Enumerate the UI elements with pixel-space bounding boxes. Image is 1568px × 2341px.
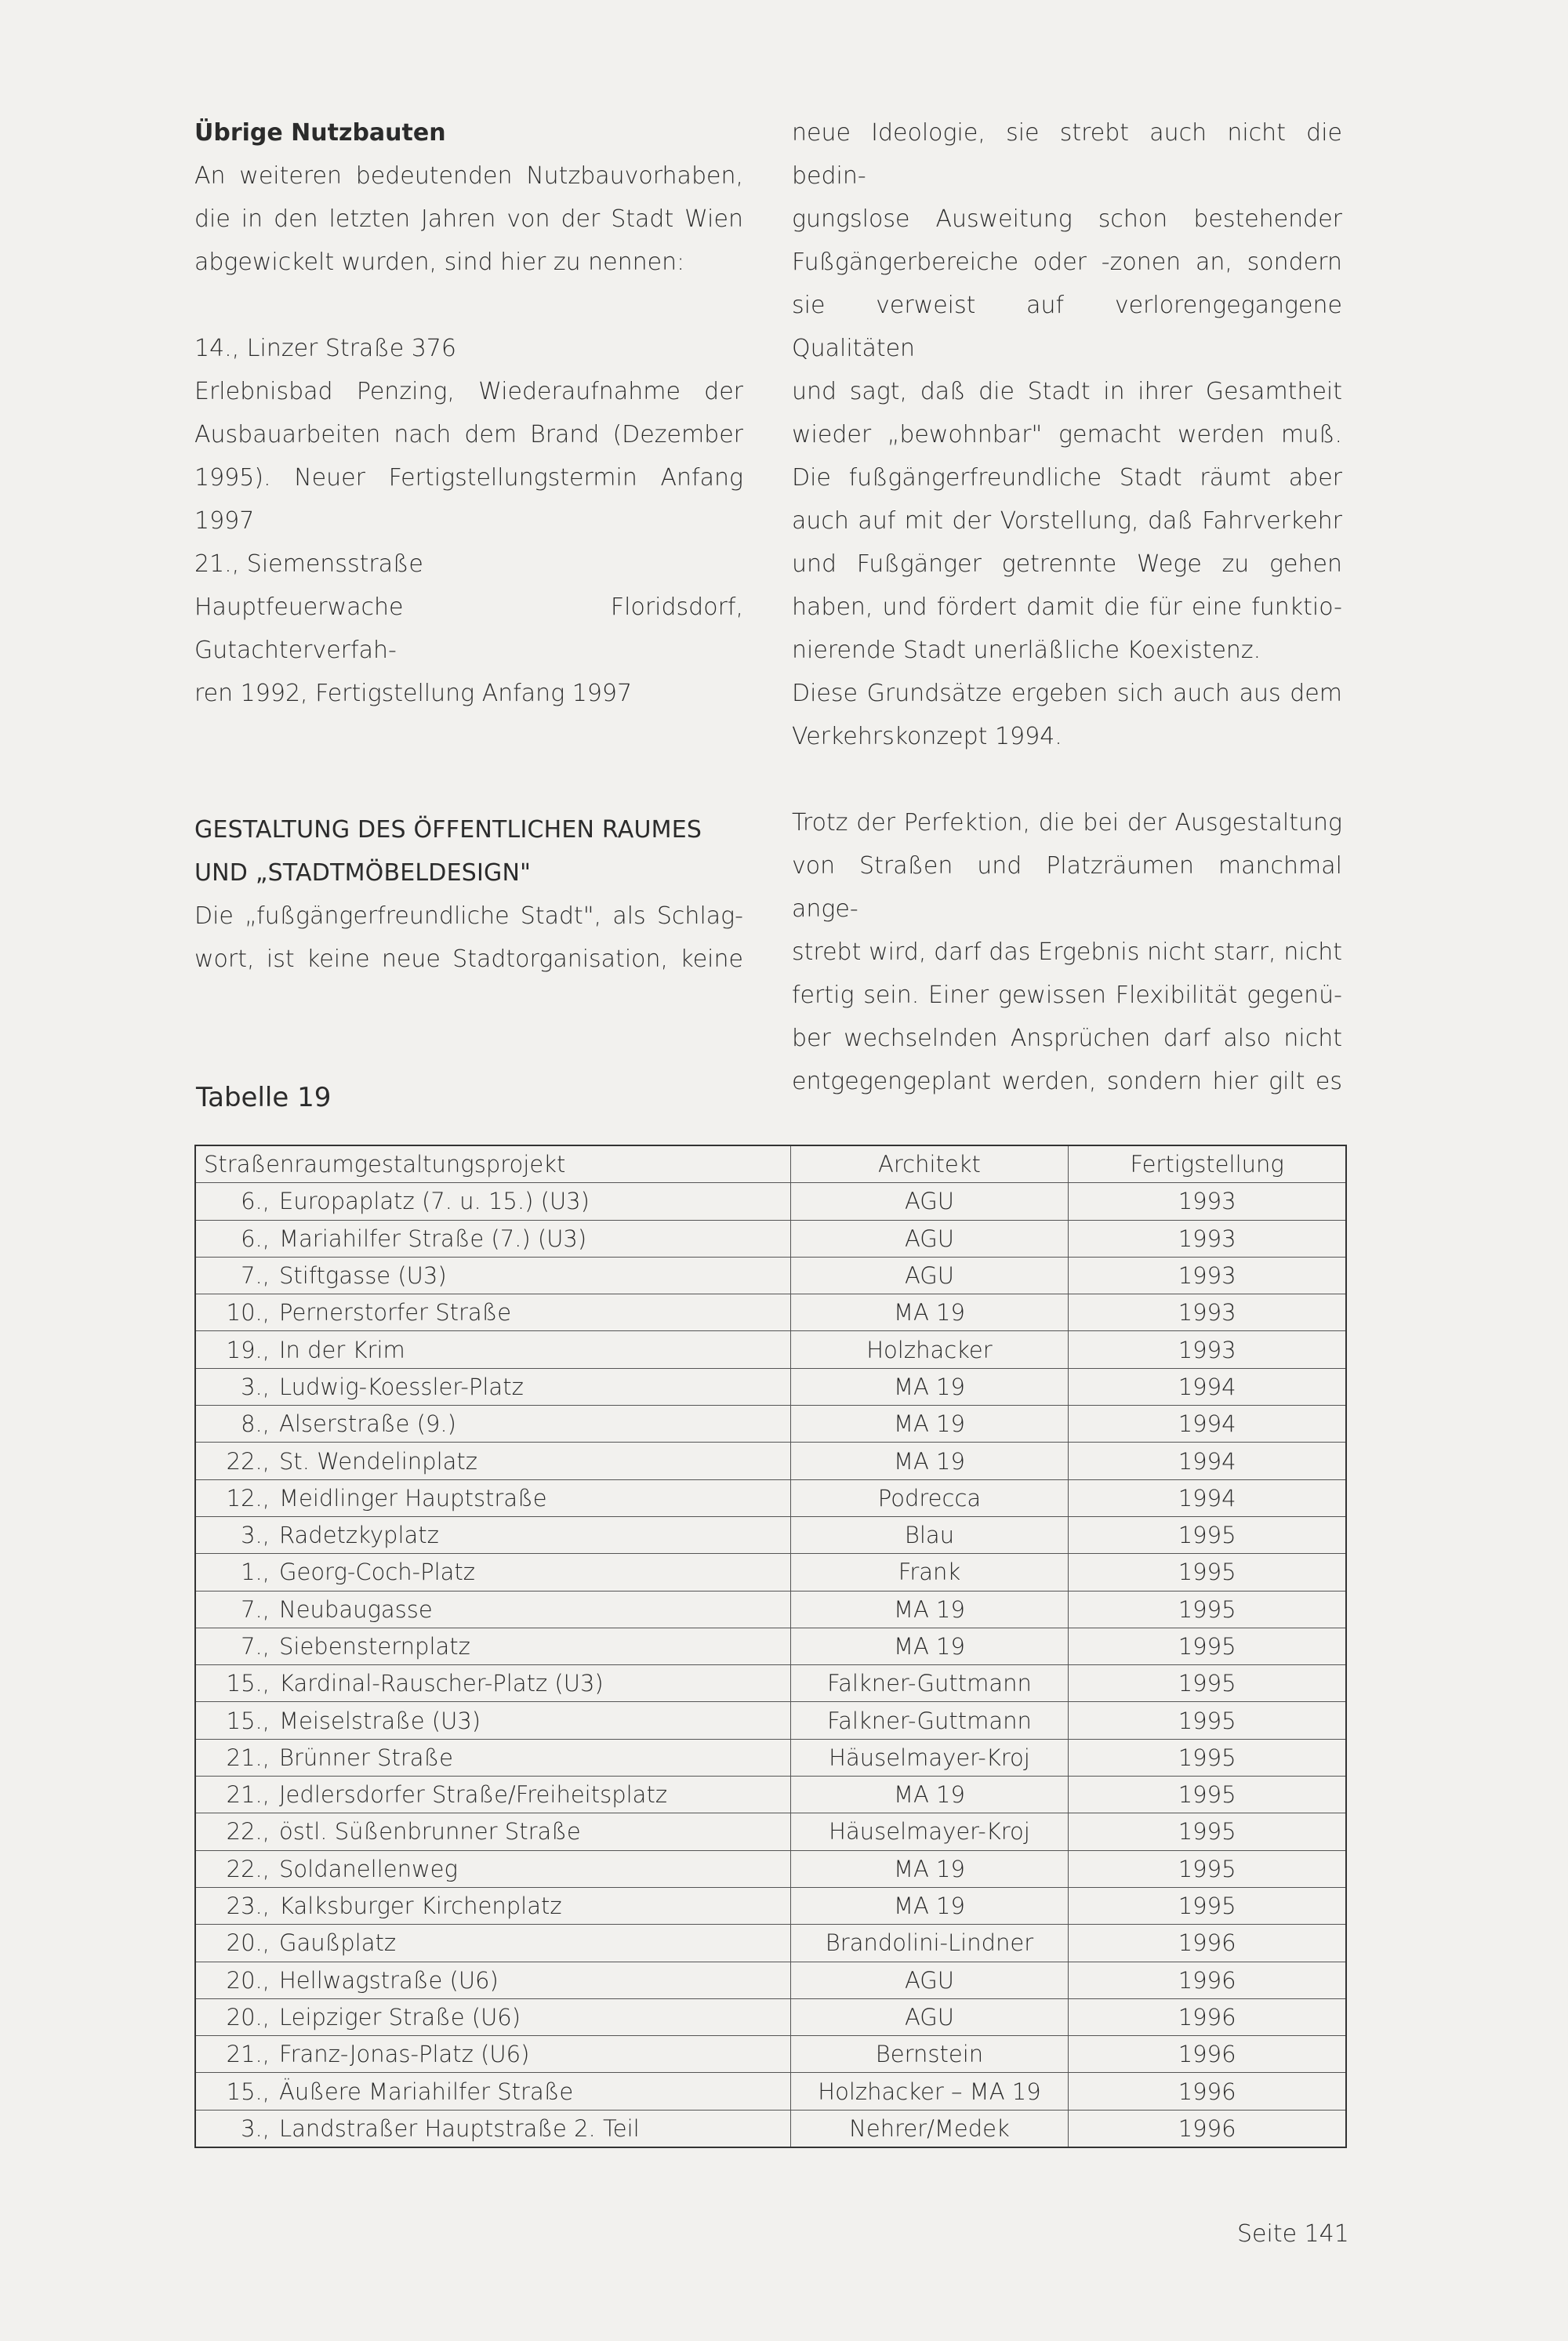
- cell-strasse: Leipziger Straße (U6): [279, 2003, 521, 2031]
- intro-line: die in den letzten Jahren von der Stadt Wien: [194, 205, 743, 233]
- cell-architekt: Häuselmayer-Kroj: [790, 1739, 1069, 1776]
- cell-architekt: Holzhacker: [790, 1331, 1069, 1368]
- cell-architekt: Blau: [790, 1516, 1069, 1553]
- cell-projekt: [195, 1591, 790, 1628]
- para3-line: von Straßen und Platzräumen manchmal ange-: [792, 852, 1342, 923]
- cell-projekt: [195, 1998, 790, 2035]
- header-projekt: Straßenraumgestaltungsprojekt: [195, 1145, 790, 1183]
- table-row: [195, 1925, 1346, 1962]
- cell-architekt: Häuselmayer-Kroj: [790, 1813, 1069, 1850]
- para1-line: Die fußgängerfreundliche Stadt räumt aber: [792, 464, 1342, 492]
- cell-architekt: Nehrer/Medek: [790, 2110, 1069, 2147]
- cell-strasse: St. Wendelinplatz: [279, 1447, 477, 1475]
- cell-bezirk: 1.,: [241, 1559, 270, 1586]
- table-row: [195, 1257, 1346, 1294]
- cell-strasse: Jedlersdorfer Straße/Freiheitsplatz: [279, 1781, 668, 1809]
- table-row: [195, 1516, 1346, 1553]
- cell-bezirk: 15.,: [226, 1707, 270, 1734]
- cell-fertigstellung: 1995: [1069, 1739, 1346, 1776]
- cell-fertigstellung: 1993: [1069, 1294, 1346, 1331]
- right-column: [792, 111, 1342, 1103]
- cell-fertigstellung: 1995: [1069, 1554, 1346, 1591]
- para1-line: und Fußgänger getrennte Wege zu gehen: [792, 550, 1342, 578]
- para1-line: sie verweist auf verlorengegangene Qualitäten: [792, 292, 1342, 362]
- cell-bezirk: 20.,: [226, 1966, 270, 1994]
- cell-strasse: Siebensternplatz: [279, 1633, 470, 1660]
- cell-strasse: Meiselstraße (U3): [279, 1707, 481, 1734]
- item1-line: Ausbauarbeiten nach dem Brand (Dezember: [194, 421, 743, 448]
- table-row: [195, 1998, 1346, 2035]
- cell-bezirk: 7.,: [241, 1262, 270, 1290]
- cell-strasse: Gaußplatz: [279, 1929, 397, 1957]
- table-row: [195, 1368, 1346, 1405]
- table-row: [195, 1777, 1346, 1813]
- table-row: [195, 1665, 1346, 1702]
- section-text-line: Die „fußgängerfreundliche Stadt", als Schlag-: [194, 902, 743, 930]
- cell-bezirk: 21.,: [226, 1744, 270, 1771]
- cell-bezirk: 20.,: [226, 1929, 270, 1957]
- cell-architekt: Holzhacker – MA 19: [790, 2073, 1069, 2110]
- cell-architekt: MA 19: [790, 1777, 1069, 1813]
- cell-strasse: Pernerstorfer Straße: [279, 1299, 512, 1327]
- cell-projekt: [195, 1294, 790, 1331]
- table-caption: Tabelle 19: [196, 1082, 332, 1113]
- para2-line: Diese Grundsätze ergeben sich auch aus dem: [792, 680, 1342, 707]
- cell-projekt: [195, 1443, 790, 1479]
- cell-fertigstellung: 1996: [1069, 1925, 1346, 1962]
- cell-architekt: MA 19: [790, 1887, 1069, 1924]
- table-row: [195, 1702, 1346, 1739]
- cell-projekt: [195, 1479, 790, 1516]
- cell-bezirk: 3.,: [241, 1373, 270, 1400]
- cell-bezirk: 15.,: [226, 2078, 270, 2105]
- cell-bezirk: 15.,: [226, 1670, 270, 1697]
- table-header-row: [195, 1145, 1346, 1183]
- para2-line: Verkehrskonzept 1994.: [792, 723, 1062, 750]
- cell-strasse: Meidlinger Hauptstraße: [279, 1484, 547, 1512]
- cell-architekt: AGU: [790, 1183, 1069, 1220]
- cell-bezirk: 23.,: [226, 1893, 270, 1920]
- cell-bezirk: 22.,: [226, 1447, 270, 1475]
- cell-strasse: Landstraßer Hauptstraße 2. Teil: [279, 2114, 640, 2142]
- cell-architekt: AGU: [790, 1998, 1069, 2035]
- page-number: Seite 141: [1237, 2220, 1349, 2248]
- table-row: [195, 2036, 1346, 2073]
- item2-line: ren 1992, Fertigstellung Anfang 1997: [194, 680, 633, 707]
- cell-projekt: [195, 1813, 790, 1850]
- table-row: [195, 1850, 1346, 1887]
- intro-line: abgewickelt wurden, sind hier zu nennen:: [194, 249, 685, 276]
- cell-projekt: [195, 1702, 790, 1739]
- intro-line: An weiteren bedeutenden Nutzbauvorhaben,: [194, 162, 743, 190]
- cell-architekt: MA 19: [790, 1368, 1069, 1405]
- cell-fertigstellung: 1995: [1069, 1628, 1346, 1664]
- cell-strasse: Stiftgasse (U3): [279, 1262, 447, 1290]
- left-column: [194, 111, 743, 981]
- cell-strasse: Soldanellenweg: [279, 1855, 458, 1882]
- heading-uebrige-nutzbauten: Übrige Nutzbauten: [194, 119, 446, 147]
- cell-strasse: Mariahilfer Straße (7.) (U3): [279, 1225, 587, 1252]
- cell-strasse: Brünner Straße: [279, 1744, 453, 1771]
- cell-bezirk: 22.,: [226, 1855, 270, 1882]
- cell-bezirk: 22.,: [226, 1818, 270, 1846]
- cell-strasse: Äußere Mariahilfer Straße: [279, 2078, 574, 2105]
- section-heading: UND „STADTMÖBELDESIGN": [194, 859, 532, 887]
- table-row: [195, 1331, 1346, 1368]
- cell-projekt: [195, 1368, 790, 1405]
- cell-fertigstellung: 1996: [1069, 2036, 1346, 2073]
- cell-bezirk: 8.,: [241, 1410, 270, 1438]
- cell-bezirk: 7.,: [241, 1633, 270, 1660]
- cell-fertigstellung: 1993: [1069, 1257, 1346, 1294]
- cell-projekt: [195, 1962, 790, 1998]
- para3-line: Trotz der Perfektion, die bei der Ausgestaltung: [792, 809, 1342, 837]
- table-row: [195, 1294, 1346, 1331]
- cell-projekt: [195, 1925, 790, 1962]
- table-row: [195, 1443, 1346, 1479]
- cell-strasse: Georg-Coch-Platz: [279, 1559, 476, 1586]
- cell-fertigstellung: 1996: [1069, 2073, 1346, 2110]
- cell-projekt: [195, 1850, 790, 1887]
- cell-bezirk: 19.,: [226, 1336, 270, 1363]
- para1-line: nierende Stadt unerläßliche Koexistenz.: [792, 637, 1261, 664]
- cell-fertigstellung: 1993: [1069, 1183, 1346, 1220]
- cell-architekt: Frank: [790, 1554, 1069, 1591]
- cell-fertigstellung: 1995: [1069, 1777, 1346, 1813]
- cell-fertigstellung: 1993: [1069, 1220, 1346, 1257]
- cell-fertigstellung: 1995: [1069, 1516, 1346, 1553]
- table-row: [195, 1739, 1346, 1776]
- cell-projekt: [195, 1183, 790, 1220]
- cell-fertigstellung: 1994: [1069, 1443, 1346, 1479]
- cell-projekt: [195, 1665, 790, 1702]
- cell-architekt: MA 19: [790, 1628, 1069, 1664]
- cell-projekt: [195, 2073, 790, 2110]
- cell-architekt: Brandolini-Lindner: [790, 1925, 1069, 1962]
- cell-architekt: MA 19: [790, 1591, 1069, 1628]
- para3-line: strebt wird, darf das Ergebnis nicht starr, nicht: [792, 938, 1342, 966]
- para3-line: ber wechselnden Ansprüchen darf also nicht: [792, 1025, 1342, 1052]
- cell-strasse: Hellwagstraße (U6): [279, 1966, 499, 1994]
- cell-strasse: Alserstraße (9.): [279, 1410, 456, 1438]
- cell-bezirk: 10.,: [226, 1299, 270, 1327]
- table-row: [195, 1887, 1346, 1924]
- para1-line: haben, und fördert damit die für eine funktio-: [792, 593, 1342, 621]
- cell-projekt: [195, 1516, 790, 1553]
- section-text-line: wort, ist keine neue Stadtorganisation, keine: [194, 945, 743, 973]
- table-row: [195, 1628, 1346, 1664]
- cell-fertigstellung: 1995: [1069, 1850, 1346, 1887]
- cell-architekt: Falkner-Guttmann: [790, 1702, 1069, 1739]
- cell-projekt: [195, 1220, 790, 1257]
- item2-title: 21., Siemensstraße: [194, 550, 423, 578]
- cell-architekt: AGU: [790, 1962, 1069, 1998]
- cell-fertigstellung: 1996: [1069, 1962, 1346, 1998]
- para3-line: fertig sein. Einer gewissen Flexibilität gegenü-: [792, 982, 1342, 1009]
- cell-architekt: AGU: [790, 1257, 1069, 1294]
- cell-projekt: [195, 1257, 790, 1294]
- para1-line: Fußgängerbereiche oder -zonen an, sondern: [792, 249, 1342, 276]
- item1-line: 1997: [194, 507, 255, 535]
- para1-line: neue Ideologie, sie strebt auch nicht die bedin-: [792, 119, 1342, 190]
- cell-fertigstellung: 1994: [1069, 1368, 1346, 1405]
- cell-architekt: MA 19: [790, 1406, 1069, 1443]
- para1-line: wieder „bewohnbar" gemacht werden muß.: [792, 421, 1342, 448]
- para1-line: gungslose Ausweitung schon bestehender: [792, 205, 1342, 233]
- cell-projekt: [195, 1777, 790, 1813]
- cell-bezirk: 3.,: [241, 2114, 270, 2142]
- cell-fertigstellung: 1995: [1069, 1813, 1346, 1850]
- para1-line: und sagt, daß die Stadt in ihrer Gesamtheit: [792, 378, 1342, 405]
- table-row: [195, 1554, 1346, 1591]
- cell-projekt: [195, 2036, 790, 2073]
- cell-bezirk: 21.,: [226, 1781, 270, 1809]
- cell-fertigstellung: 1994: [1069, 1479, 1346, 1516]
- cell-strasse: Radetzkyplatz: [279, 1522, 439, 1549]
- cell-fertigstellung: 1995: [1069, 1702, 1346, 1739]
- cell-fertigstellung: 1995: [1069, 1665, 1346, 1702]
- table-row: [195, 1479, 1346, 1516]
- cell-projekt: [195, 1628, 790, 1664]
- cell-strasse: Kardinal-Rauscher-Platz (U3): [279, 1670, 604, 1697]
- cell-fertigstellung: 1995: [1069, 1887, 1346, 1924]
- table-row: [195, 1962, 1346, 1998]
- cell-architekt: Falkner-Guttmann: [790, 1665, 1069, 1702]
- item1-line: Erlebnisbad Penzing, Wiederaufnahme der: [194, 378, 743, 405]
- header-architekt: Architekt: [790, 1145, 1069, 1183]
- cell-projekt: [195, 2110, 790, 2147]
- table-row: [195, 1406, 1346, 1443]
- cell-bezirk: 6.,: [241, 1225, 270, 1252]
- cell-bezirk: 3.,: [241, 1522, 270, 1549]
- cell-bezirk: 6.,: [241, 1188, 270, 1215]
- cell-strasse: Ludwig-Koessler-Platz: [279, 1373, 524, 1400]
- cell-fertigstellung: 1994: [1069, 1406, 1346, 1443]
- cell-architekt: Podrecca: [790, 1479, 1069, 1516]
- table-row: [195, 1813, 1346, 1850]
- cell-projekt: [195, 1887, 790, 1924]
- cell-strasse: Neubaugasse: [279, 1595, 433, 1623]
- table-row: [195, 1183, 1346, 1220]
- cell-architekt: AGU: [790, 1220, 1069, 1257]
- table-body: [195, 1183, 1346, 2147]
- table-row: [195, 1591, 1346, 1628]
- project-table: [194, 1145, 1347, 2148]
- table-row: [195, 2073, 1346, 2110]
- cell-architekt: MA 19: [790, 1294, 1069, 1331]
- para1-line: auch auf mit der Vorstellung, daß Fahrverkehr: [792, 507, 1342, 535]
- cell-bezirk: 21.,: [226, 2041, 270, 2068]
- cell-strasse: Kalksburger Kirchenplatz: [279, 1893, 562, 1920]
- cell-projekt: [195, 1331, 790, 1368]
- cell-architekt: MA 19: [790, 1443, 1069, 1479]
- cell-projekt: [195, 1406, 790, 1443]
- cell-strasse: Europaplatz (7. u. 15.) (U3): [279, 1188, 590, 1215]
- table-row: [195, 2110, 1346, 2147]
- cell-fertigstellung: 1996: [1069, 2110, 1346, 2147]
- cell-fertigstellung: 1995: [1069, 1591, 1346, 1628]
- cell-architekt: Bernstein: [790, 2036, 1069, 2073]
- para3-line: entgegengeplant werden, sondern hier gilt es: [792, 1068, 1342, 1095]
- cell-projekt: [195, 1739, 790, 1776]
- cell-fertigstellung: 1996: [1069, 1998, 1346, 2035]
- cell-fertigstellung: 1993: [1069, 1331, 1346, 1368]
- section-heading: GESTALTUNG DES ÖFFENTLICHEN RAUMES: [194, 816, 702, 844]
- item1-title: 14., Linzer Straße 376: [194, 335, 456, 362]
- cell-bezirk: 7.,: [241, 1595, 270, 1623]
- cell-projekt: [195, 1554, 790, 1591]
- cell-strasse: östl. Süßenbrunner Straße: [279, 1818, 581, 1846]
- cell-architekt: MA 19: [790, 1850, 1069, 1887]
- item1-line: 1995). Neuer Fertigstellungstermin Anfang: [194, 464, 743, 492]
- cell-bezirk: 20.,: [226, 2003, 270, 2031]
- table-row: [195, 1220, 1346, 1257]
- item2-line: Hauptfeuerwache Floridsdorf, Gutachterverfah-: [194, 593, 743, 664]
- cell-strasse: In der Krim: [279, 1336, 405, 1363]
- cell-bezirk: 12.,: [226, 1484, 270, 1512]
- cell-strasse: Franz-Jonas-Platz (U6): [279, 2041, 530, 2068]
- header-fertigstellung: Fertigstellung: [1069, 1145, 1346, 1183]
